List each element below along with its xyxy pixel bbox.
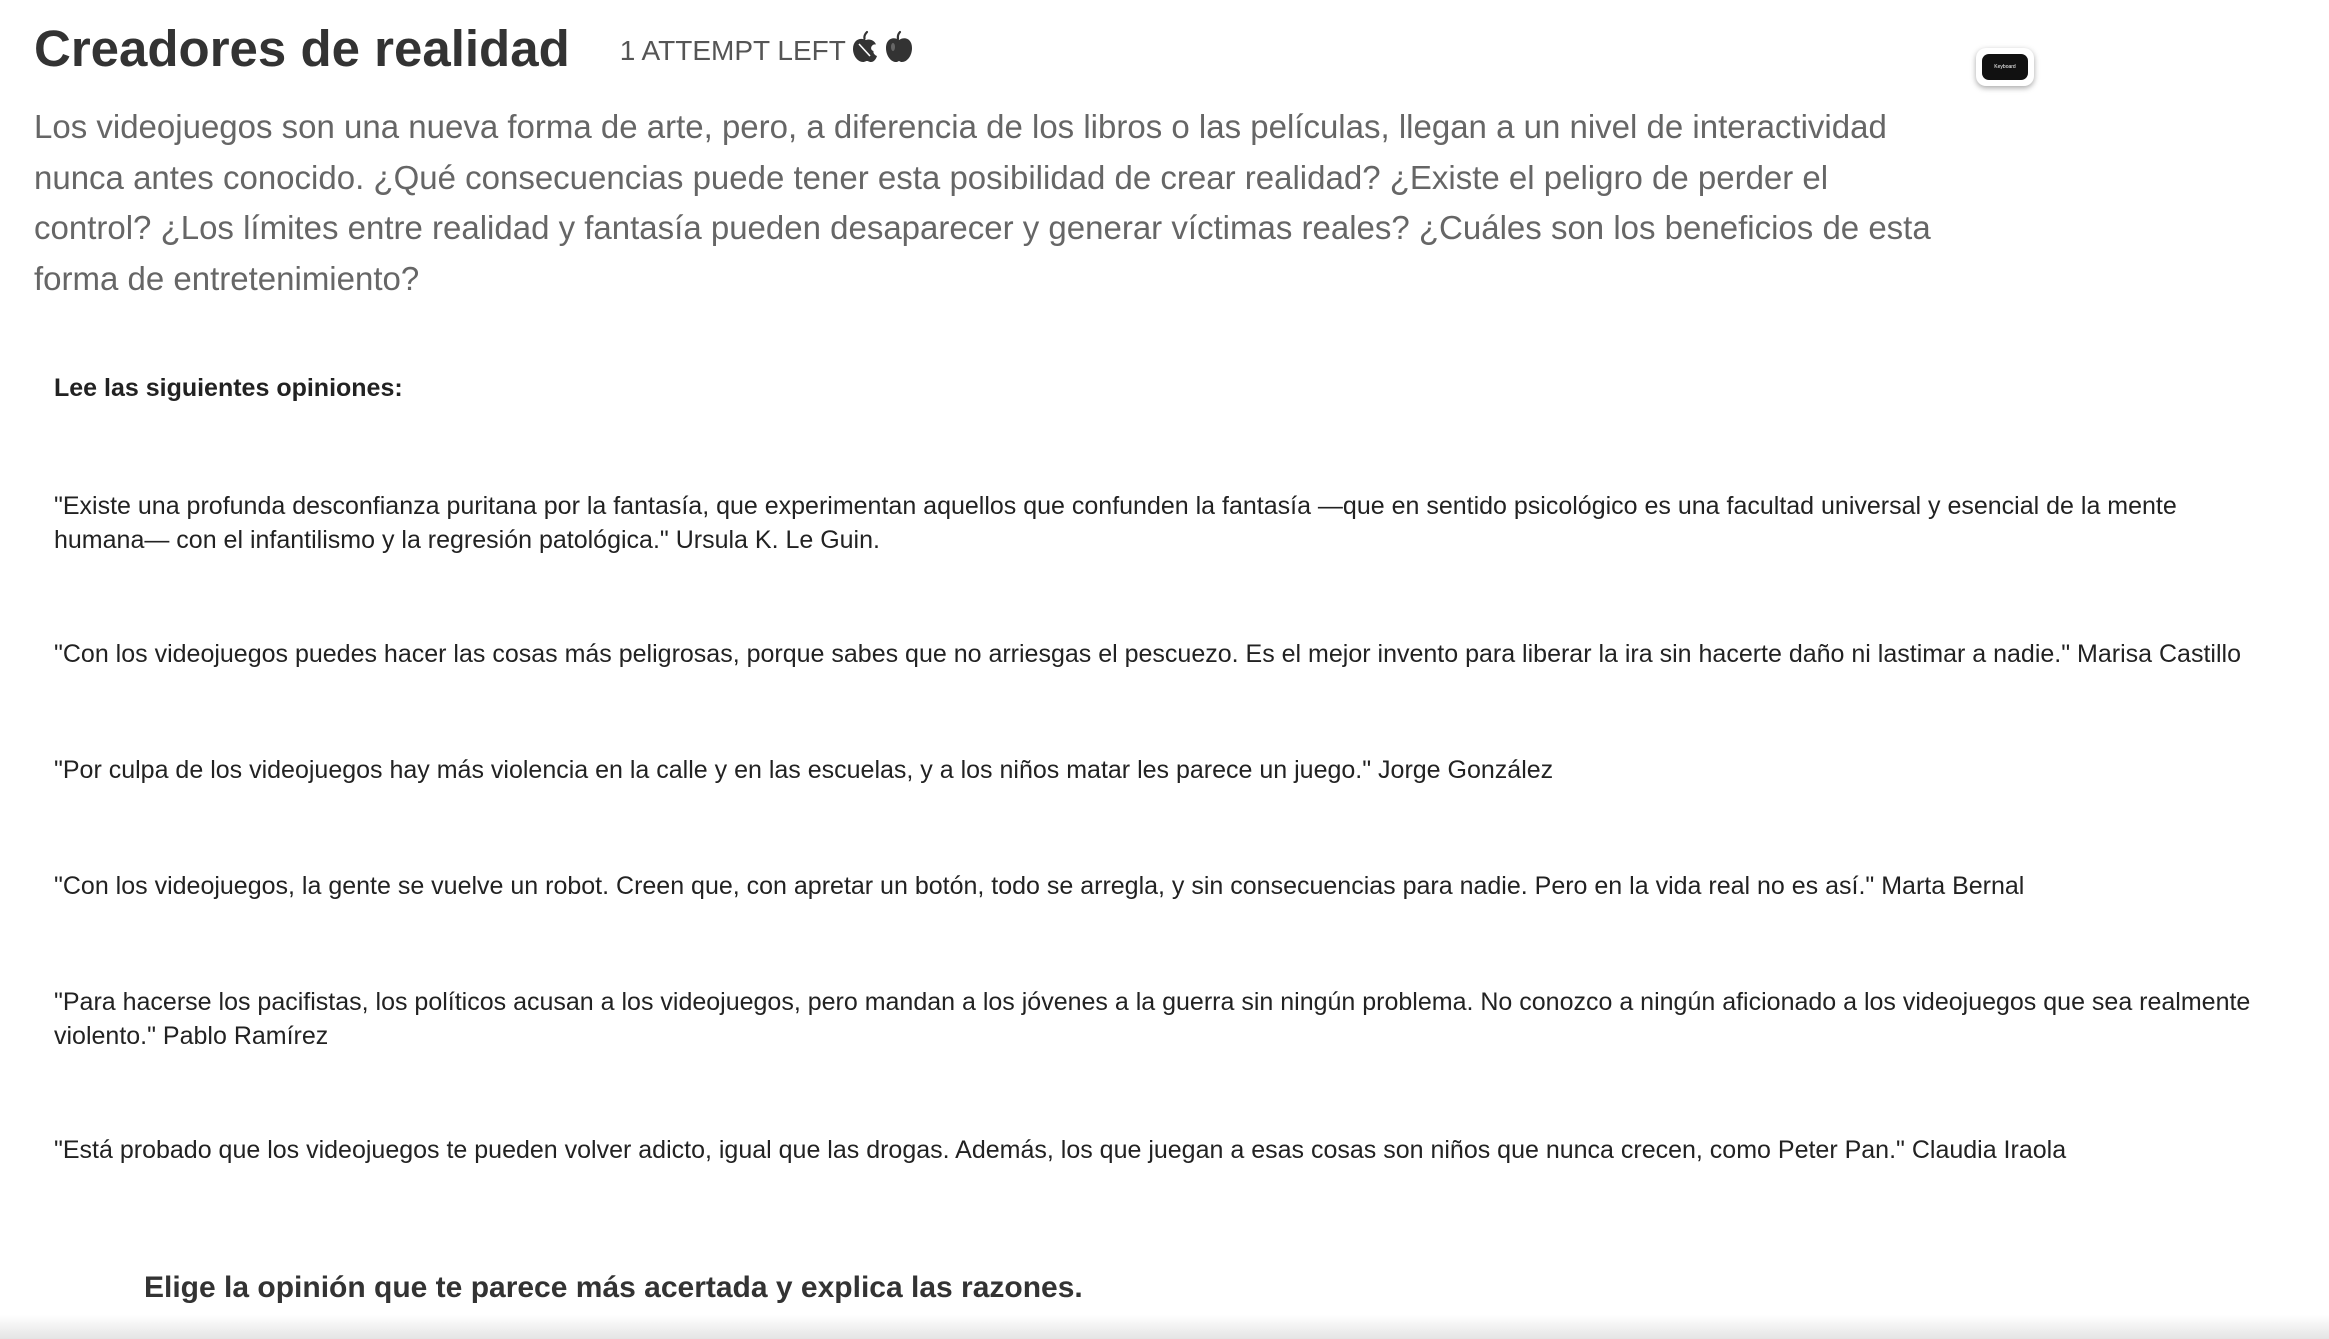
instructions-heading: Lee las siguientes opiniones: bbox=[54, 374, 403, 402]
intro-text: Los videojuegos son una nueva forma de arte, pero, a diferencia de los libros o las películas, llegan a un nivel de interactividad nunca antes conocido. ¿Qué consecuencias puede tener esta posibilidad de crear realidad? ¿Existe el peligro de perder el control? ¿Los límites entre realidad y fantasía pueden desaparecer y generar víctimas reales? ¿Cuáles son los beneficios de esta forma de entretenimiento? bbox=[34, 108, 1931, 297]
opinion-item: "Para hacerse los pacifistas, los políticos acusan a los videojuegos, pero mandan a los jóvenes a la guerra sin ningún problema. No conozco a ningún aficionado a los videojuegos que sea realmente violento." Pablo Ramírez bbox=[54, 988, 2251, 1050]
opinion-item: "Con los videojuegos puedes hacer las cosas más peligrosas, porque sabes que no arriesgas el pescuezo. Es el mejor invento para liberar la ira sin hacerte daño ni lastimar a nadie." Marisa Castillo bbox=[54, 640, 2241, 668]
opinion-item: "Por culpa de los videojuegos hay más violencia en la calle y en las escuelas, y a los niños matar les parece un juego." Jorge González bbox=[54, 756, 1554, 784]
page-title: Creadores de realidad bbox=[34, 20, 570, 77]
apple-bitten-icon bbox=[850, 30, 880, 64]
keyboard-button-label: Keyboard bbox=[1982, 54, 2028, 80]
opinion-item: "Está probado que los videojuegos te pueden volver adicto, igual que las drogas. Además, los que juegan a esas cosas son niños que nunca crecen, como Peter Pan." Claudia Iraola bbox=[54, 1136, 2067, 1164]
question-prompt: Elige la opinión que te parece más acertada y explica las razones. bbox=[144, 1271, 1083, 1304]
attempts-left-label: 1 ATTEMPT LEFT bbox=[619, 35, 846, 66]
header bbox=[34, 14, 914, 84]
opinion-item: "Con los videojuegos, la gente se vuelve un robot. Creen que, con apretar un botón, todo se arregla, y sin consecuencias para nadie. Pero en la vida real no es así." Marta Bernal bbox=[54, 872, 2025, 900]
opinion-item: "Existe una profunda desconfianza puritana por la fantasía, que experimentan aquellos que confunden la fantasía —que en sentido psicológico es una facultad universal y esencial de la mente humana— con el infantilismo y la regresión patológica." Ursula K. Le Guin. bbox=[54, 492, 2177, 554]
keyboard-button[interactable] bbox=[1976, 48, 2034, 86]
apple-icon bbox=[884, 30, 914, 64]
bottom-shadow bbox=[0, 1315, 2329, 1339]
